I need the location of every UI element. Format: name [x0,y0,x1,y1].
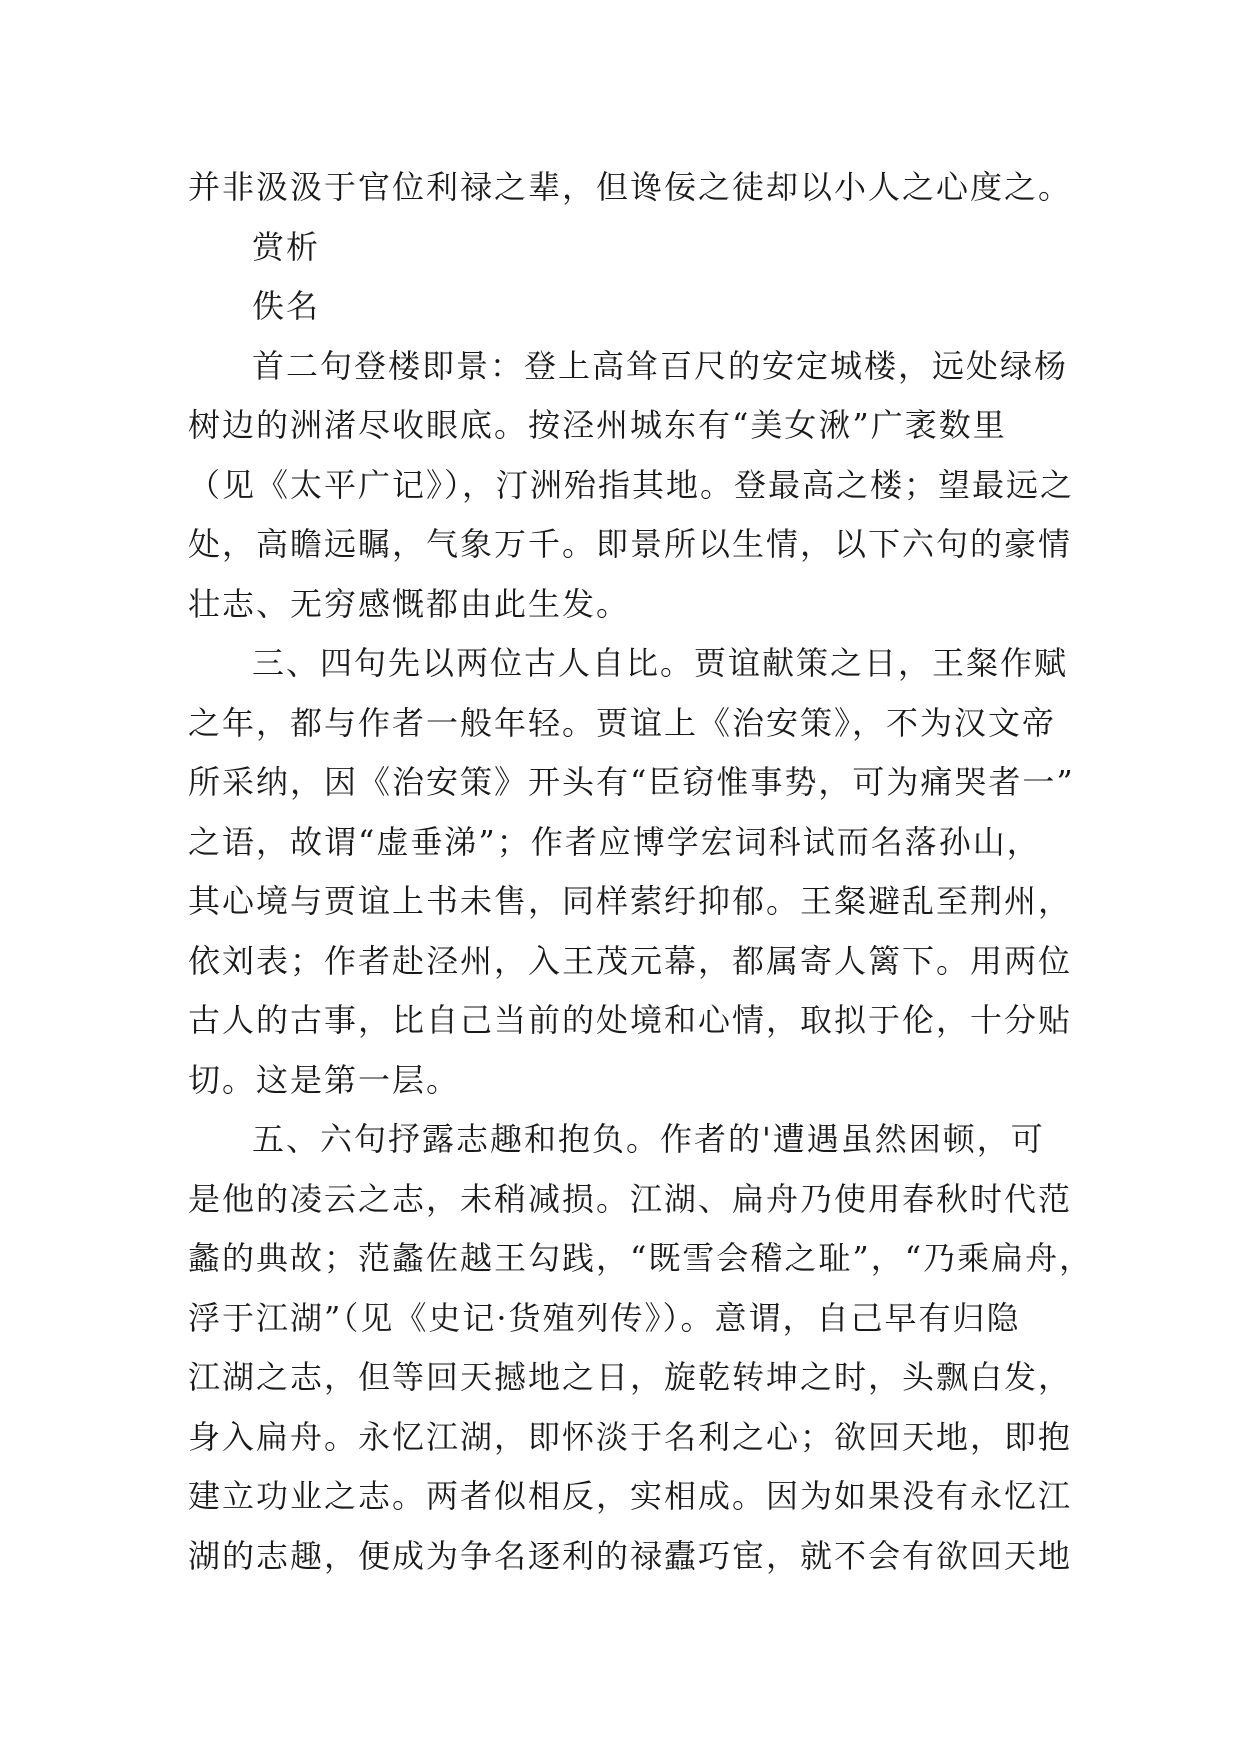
text-line: 切。这是第一层。 [188,1060,461,1099]
text-line: 树边的洲渚尽收眼底。按泾州城东有“美女湫”广袤数里 [188,406,1007,444]
text-line: 首二句登楼即景：登上高耸百尺的安定城楼，远处绿杨 [252,346,1069,385]
document-body [188,158,1094,1586]
text-line: （见《太平广记》），汀洲殆指其地。登最高之楼；望最远之 [188,465,1075,504]
text-line: 五、六句抒露志趣和抱负。作者的'遭遇虽然困顿，可 [252,1120,1045,1158]
text-line: 其心境与贾谊上书未售，同样萦纡抑郁。王粲避乱至荆州， [188,882,1073,920]
text-line: 湖的志趣，便成为争名逐利的禄蠹巧宦，就不会有欲回天地 [188,1536,1073,1575]
text-line: 赏析 [252,227,321,266]
text-line: 佚名 [252,287,321,325]
text-line: 之年，都与作者一般年轻。贾谊上《治安策》，不为汉文帝 [188,703,1057,742]
text-line: 是他的凌云之志，未稍减损。江湖、扁舟乃使用春秋时代范 [188,1179,1073,1218]
text-line: 江湖之志，但等回天撼地之日，旋乾转坤之时，头飘白发， [188,1358,1073,1396]
text-line: 蠡的典故；范蠡佐越王勾践，“既雪会稽之耻”，“乃乘扁舟， [188,1239,1094,1277]
text-line: 依刘表；作者赴泾州，入王茂元幕，都属寄人篱下。用两位 [188,941,1073,980]
text-line: 古人的古事，比自己当前的处境和心情，取拟于伦，十分贴 [188,1001,1073,1039]
text-line: 并非汲汲于官位利禄之辈，但谗佞之徒却以小人之心度之。 [188,168,1073,206]
text-line: 浮于江湖”（见《史记·货殖列传》）。意谓，自己早有归隐 [188,1298,1021,1337]
text-line: 身入扁舟。永忆江湖，即怀淡于名利之心；欲回天地，即抱 [188,1417,1073,1456]
text-line: 壮志、无穷感慨都由此生发。 [188,584,631,623]
text-line: 三、四句先以两位古人自比。贾谊献策之日，王粲作赋 [252,644,1069,682]
text-line: 建立功业之志。两者似相反，实相成。因为如果没有永忆江 [188,1477,1073,1515]
text-line: 处，高瞻远瞩，气象万千。即景所以生情，以下六句的豪情 [188,525,1073,563]
text-line: 之语，故谓“虚垂涕”；作者应博学宏词科试而名落孙山， [188,822,1041,861]
text-line: 所采纳，因《治安策》开头有“臣窃惟事势，可为痛哭者一” [188,763,1075,801]
